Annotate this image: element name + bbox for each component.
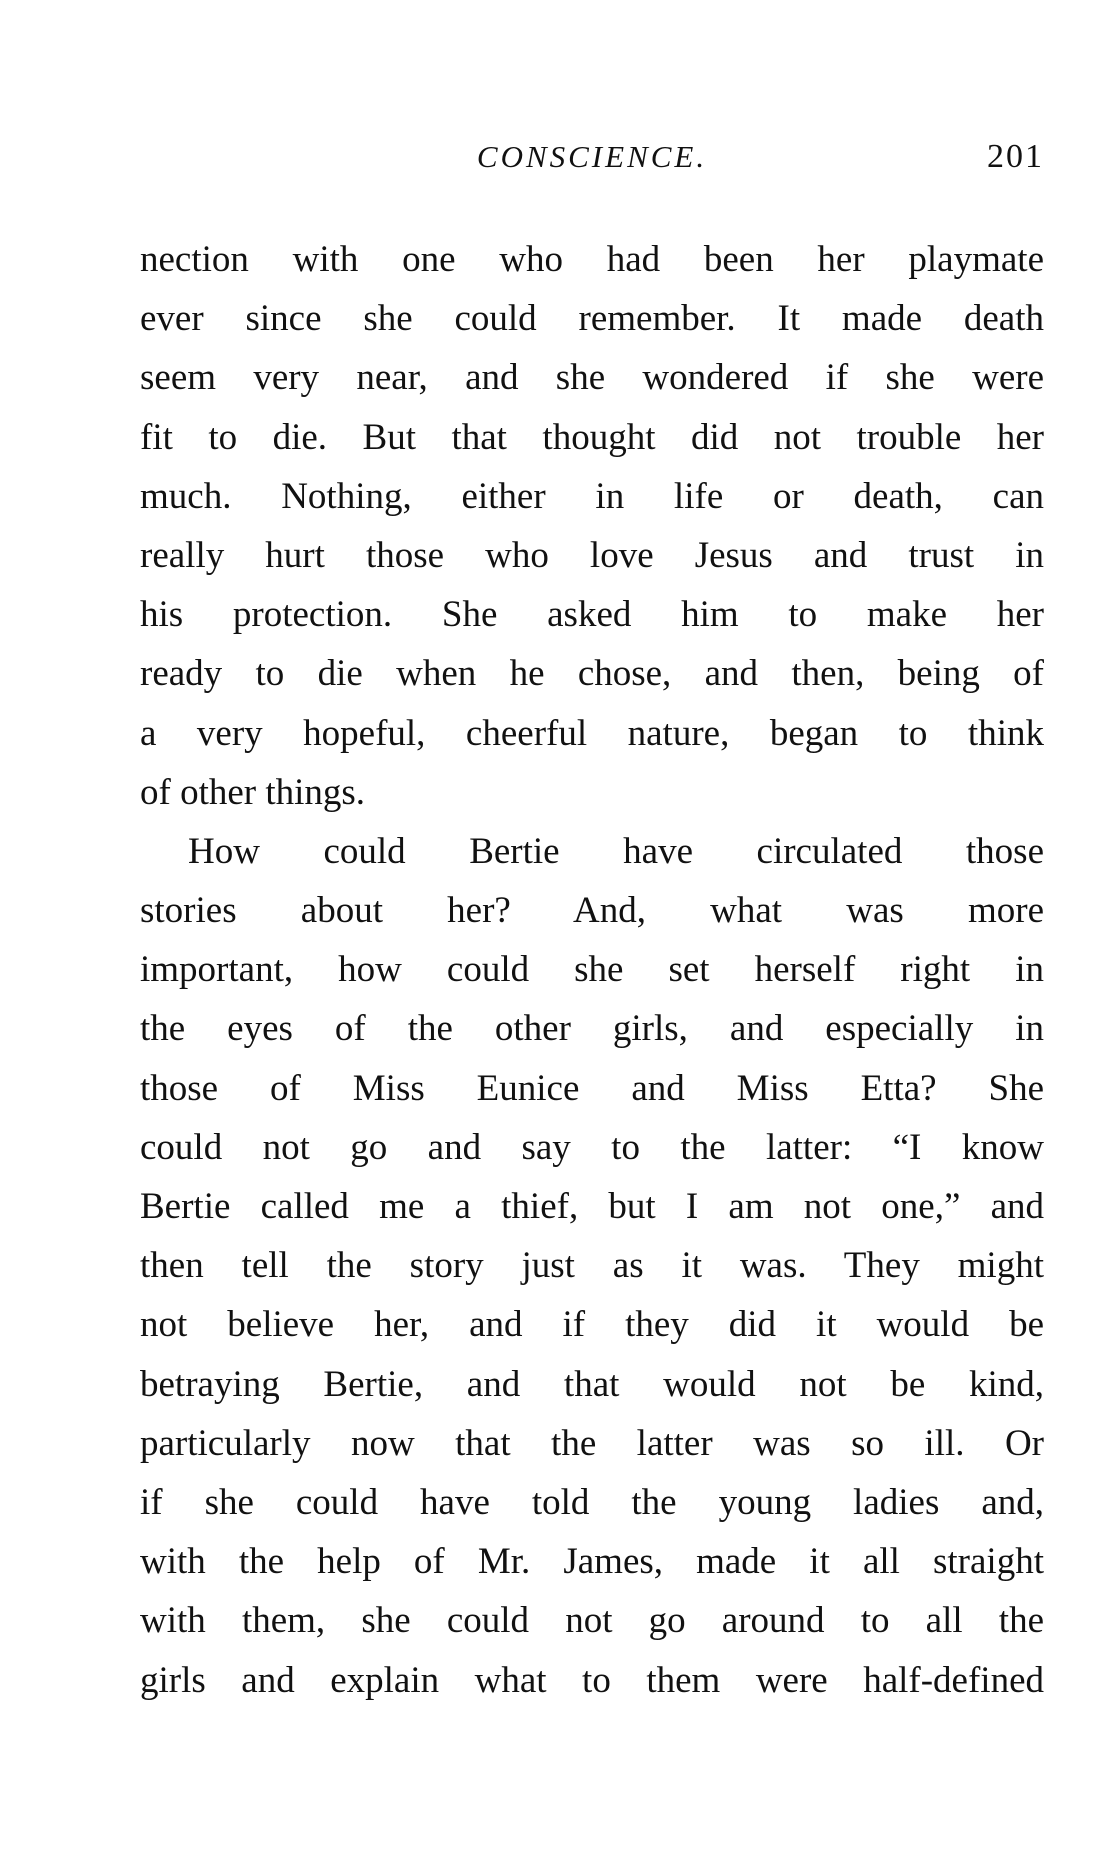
text-line: much. Nothing, either in life or death, can [140,475,1044,517]
text-line: those of Miss Eunice and Miss Etta? She [140,1067,1044,1109]
page-number: 201 [987,138,1044,175]
paragraph [140,822,1044,1710]
text-line: important, how could she set herself right in [140,949,1044,991]
text-line: fit to die. But that thought did not trouble her [140,416,1044,458]
text-line: if she could have told the young ladies and, [140,1481,1044,1523]
text-line: the eyes of the other girls, and especially in [140,1008,1044,1050]
text-line: nection with one who had been her playmate [140,239,1044,280]
text-line: with them, she could not go around to all the [140,1600,1044,1642]
text-line: could not go and say to the latter: “I know [140,1126,1044,1168]
text-line: girls and explain what to them were half-defined [140,1659,1044,1701]
text-line: really hurt those who love Jesus and trust in [140,534,1044,576]
running-title: CONSCIENCE. [476,139,708,174]
text-line: stories about her? And, what was more [140,890,1044,932]
paragraph [140,230,1044,822]
body-text [140,230,1044,1710]
text-line: not believe her, and if they did it would be [140,1304,1044,1346]
text-line: How could Bertie have circulated those [188,830,1044,872]
running-head [140,132,1044,182]
text-line: of other things. [140,771,366,813]
text-line: with the help of Mr. James, made it all straight [140,1541,1044,1583]
text-line: his protection. She asked him to make her [140,594,1044,636]
text-line: then tell the story just as it was. They might [140,1245,1044,1287]
text-line: particularly now that the latter was so ill. Or [140,1422,1044,1464]
text-line: betraying Bertie, and that would not be kind, [140,1363,1044,1405]
text-line: a very hopeful, cheerful nature, began to think [140,712,1044,754]
text-line: ready to die when he chose, and then, being of [140,653,1044,695]
text-line: Bertie called me a thief, but I am not one,” and [140,1186,1044,1227]
text-line: ever since she could remember. It made death [140,298,1044,340]
text-line: seem very near, and she wondered if she were [140,357,1044,399]
